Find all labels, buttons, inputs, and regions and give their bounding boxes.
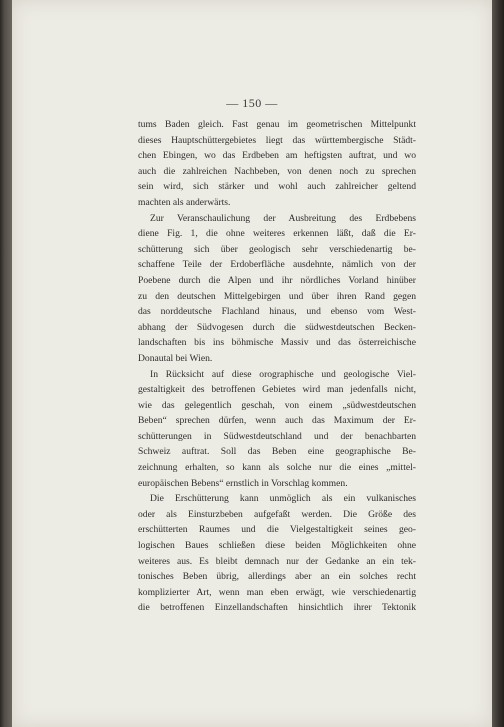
text-line: komplizierter Art, wenn man eben erwägt, wie verschiedenartig — [138, 586, 416, 598]
text-line: machten als anderwärts. — [138, 196, 231, 208]
text-line: die betroffenen Einzellandschaften hinsichtlich ihrer Tektonik — [138, 602, 416, 614]
text-line: diene Fig. 1, die ohne weiteres erkennen läßt, daß die Er- — [138, 228, 416, 240]
text-line: europäischen Bebens“ ernstlich in Vorschlag kommen. — [138, 477, 348, 489]
text-line: chen Ebingen, wo das Erdbeben am heftigsten auftrat, und wo — [138, 150, 416, 162]
text-line: Poebene durch die Alpen und ihr nördliches Vorland hinüber — [138, 274, 416, 286]
book-page — [12, 0, 492, 727]
paragraph-1 — [138, 117, 416, 211]
text-line: zeichnung erhalten, so kann als solche nur die eines „mittel- — [138, 462, 416, 474]
text-line: Schweiz auftrat. Soll das Beben eine geographische Be- — [138, 446, 416, 458]
text-line: abhang der Südvogesen durch die südwestdeutschen Becken- — [138, 321, 416, 333]
text-line: schütterungen in Südwestdeutschland und der benachbarten — [138, 430, 416, 442]
text-line: erschütterten Raumes und die Vielgestaltigkeit seines geo- — [138, 524, 416, 536]
text-line: Donautal bei Wien. — [138, 352, 213, 364]
paragraph-4 — [138, 491, 416, 616]
text-line: Die Erschütterung kann unmöglich als ein vulkanisches — [150, 493, 416, 505]
text-line: schütterung sich über geologisch sehr verschiedenartig be- — [138, 243, 416, 255]
text-line: auch die zahlreichen Nachbeben, von denen noch zu sprechen — [138, 165, 416, 177]
text-line: landschaften bis ins böhmische Massiv und das österreichische — [138, 337, 416, 349]
text-line: schaffene Teile der Erdoberfläche ausdehnte, nämlich von der — [138, 259, 416, 271]
text-line: weiteres aus. Es bleibt demnach nur der Gedanke an ein tek- — [138, 555, 416, 567]
text-line: zu den deutschen Mittelgebirgen und über ihren Rand gegen — [138, 290, 416, 302]
text-line: gestaltigkeit des betroffenen Gebietes wird man jedenfalls nicht, — [138, 384, 416, 396]
body-text — [138, 117, 416, 616]
page-edge-shadow — [492, 0, 504, 727]
text-line: oder als Einsturzbeben aufgefaßt werden. Die Größe des — [138, 508, 416, 520]
page-number: — 150 — — [226, 96, 278, 110]
text-line: tums Baden gleich. Fast genau im geometrischen Mittelpunkt — [138, 119, 416, 130]
text-line: sein wird, sich stärker und wohl auch zahlreicher geltend — [138, 181, 416, 193]
paragraph-2 — [138, 211, 416, 367]
text-line: Beben“ sprechen dürfen, wenn auch das Maximum der Er- — [138, 415, 416, 427]
book-spine-shadow — [0, 0, 12, 727]
text-line: Zur Veranschaulichung der Ausbreitung des Erdbebens — [150, 212, 416, 224]
text-line: dieses Hauptschüttergebietes liegt das württembergische Städt- — [138, 134, 416, 146]
paragraph-3 — [138, 367, 416, 492]
text-line: wie das gelegentlich geschah, von einem „südwestdeutschen — [138, 399, 416, 411]
text-line: In Rücksicht auf diese orographische und geologische Viel- — [150, 368, 416, 380]
text-line: tonisches Beben übrig, allerdings aber an ein solches recht — [138, 571, 416, 583]
text-line: logischen Baues schließen diese beiden Möglichkeiten ohne — [138, 540, 416, 552]
text-line: das norddeutsche Flachland hinaus, und ebenso vom West- — [138, 306, 416, 318]
